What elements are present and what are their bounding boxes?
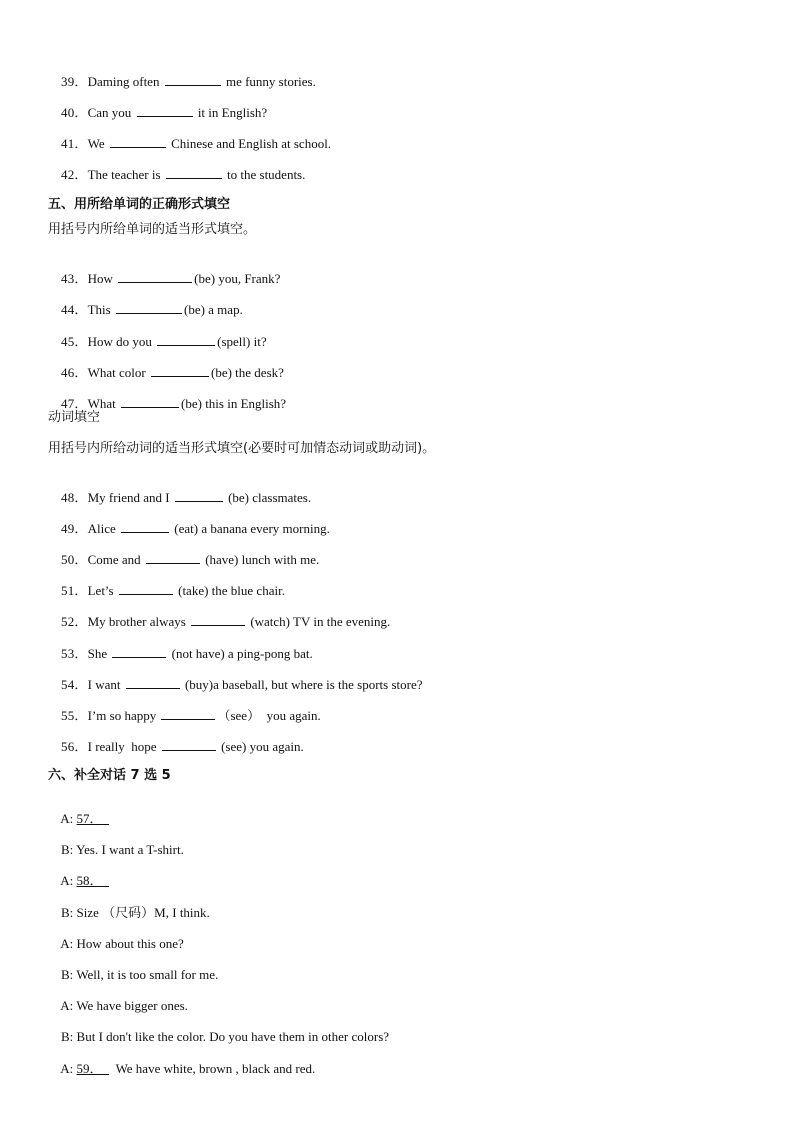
question-text-post: (buy)a baseball, but where is the sports store?: [184, 677, 423, 692]
question-number: 52．: [61, 614, 88, 629]
question-56: [48, 722, 304, 771]
answer-blank[interactable]: [165, 73, 221, 86]
question-text-post: （see） you again.: [217, 708, 321, 723]
question-text-pre: I really hope: [87, 739, 157, 754]
verb-fill-subheading: 动词填空: [48, 410, 101, 425]
speaker-label: A:: [60, 936, 74, 951]
answer-blank[interactable]: [137, 104, 193, 117]
answer-blank[interactable]: [110, 135, 166, 148]
answer-blank[interactable]: [191, 613, 245, 626]
answer-blank-58[interactable]: 58．: [76, 873, 103, 888]
dialog-text: We have bigger ones.: [76, 998, 188, 1013]
speaker-label: A:: [60, 1061, 74, 1076]
dialog-text: But I don't like the color. Do you have them in other colors?: [76, 1029, 390, 1044]
question-text-post: (be) classmates.: [228, 490, 312, 505]
speaker-label: B:: [61, 1029, 74, 1044]
question-text-post: me funny stories.: [225, 74, 316, 89]
answer-blank[interactable]: [126, 676, 180, 689]
question-text-pre: Let’s: [87, 583, 114, 598]
blank-underline-tail: [103, 1061, 110, 1076]
dialog-text: Yes. I want a T-shirt.: [76, 842, 184, 857]
answer-blank[interactable]: [162, 738, 216, 751]
question-number: 41．: [61, 136, 88, 151]
question-text-pre: Alice: [87, 521, 116, 536]
speaker-label: A:: [60, 873, 74, 888]
answer-blank[interactable]: [161, 707, 215, 720]
question-text-pre: What: [87, 396, 116, 411]
question-text-pre: The teacher is: [87, 167, 161, 182]
question-text-pre: My brother always: [87, 614, 186, 629]
question-text-post: (have) lunch with me.: [205, 552, 320, 567]
question-text-post: (take) the blue chair.: [178, 583, 285, 598]
section-5-instruction: 用括号内所给单词的适当形式填空。: [48, 222, 257, 237]
answer-blank[interactable]: [175, 489, 223, 502]
speaker-label: A:: [60, 811, 74, 826]
answer-blank-57[interactable]: 57．: [76, 811, 103, 826]
question-number: 39．: [61, 74, 88, 89]
question-text-pre: This: [87, 302, 111, 317]
answer-blank[interactable]: [118, 270, 192, 283]
question-text-pre: She: [87, 646, 108, 661]
question-text-post: Chinese and English at school.: [171, 136, 332, 151]
question-text-post: (not have) a ping-pong bat.: [171, 646, 313, 661]
blank-underline-tail: [103, 873, 110, 888]
question-text-post: (spell) it?: [217, 334, 267, 349]
question-number: 46．: [61, 365, 88, 380]
dialog-text: We have white, brown , black and red.: [115, 1061, 316, 1076]
answer-blank[interactable]: [157, 333, 215, 346]
question-text-post: (be) the desk?: [210, 365, 284, 380]
question-text-post: (see) you again.: [221, 739, 304, 754]
question-text-post: (be) you, Frank?: [194, 271, 281, 286]
answer-blank[interactable]: [116, 301, 182, 314]
question-text-post: to the students.: [227, 167, 306, 182]
answer-blank-59[interactable]: 59．: [76, 1061, 103, 1076]
question-number: 54．: [61, 677, 88, 692]
speaker-label: B:: [61, 842, 74, 857]
question-number: 47．: [61, 396, 88, 411]
question-text-post: (eat) a banana every morning.: [174, 521, 330, 536]
question-text-post: (watch) TV in the evening.: [250, 614, 391, 629]
answer-blank[interactable]: [166, 166, 222, 179]
answer-blank[interactable]: [146, 551, 200, 564]
answer-blank[interactable]: [151, 364, 209, 377]
blank-underline-tail: [103, 811, 110, 826]
question-42: [48, 150, 305, 199]
question-text-pre: I’m so happy: [87, 708, 157, 723]
question-number: 56．: [61, 739, 88, 754]
question-number: 53．: [61, 646, 88, 661]
question-text-pre: We: [87, 136, 105, 151]
question-number: 55．: [61, 708, 88, 723]
answer-blank[interactable]: [119, 582, 173, 595]
speaker-label: B:: [61, 967, 74, 982]
question-text-pre: How: [87, 271, 113, 286]
question-text-pre: Come and: [87, 552, 141, 567]
question-number: 42．: [61, 167, 88, 182]
question-number: 49．: [61, 521, 88, 536]
question-number: 48．: [61, 490, 88, 505]
question-number: 43．: [61, 271, 88, 286]
dialog-line-9: [48, 1045, 315, 1093]
dialog-text: Size （尺码）M, I think.: [76, 905, 210, 920]
answer-blank[interactable]: [112, 645, 166, 658]
question-number: 44．: [61, 302, 88, 317]
question-text-pre: Daming often: [87, 74, 160, 89]
answer-blank[interactable]: [121, 520, 169, 533]
dialog-text: Well, it is too small for me.: [76, 967, 219, 982]
question-text-pre: My friend and I: [87, 490, 170, 505]
speaker-label: A:: [60, 998, 74, 1013]
question-number: 40．: [61, 105, 88, 120]
dialog-text: How about this one?: [76, 936, 184, 951]
question-text-post: it in English?: [197, 105, 268, 120]
question-number: 51．: [61, 583, 88, 598]
question-number: 45．: [61, 334, 88, 349]
question-text-pre: What color: [87, 365, 146, 380]
question-text-pre: Can you: [87, 105, 132, 120]
verb-fill-instruction: 用括号内所给动词的适当形式填空(必要时可加情态动词或助动词)。: [48, 441, 436, 456]
question-text-pre: I want: [87, 677, 121, 692]
question-text-pre: How do you: [87, 334, 152, 349]
question-number: 50．: [61, 552, 88, 567]
section-5-heading: 五、用所给单词的正确形式填空: [48, 197, 231, 212]
question-text-post: (be) this in English?: [181, 396, 287, 411]
question-text-post: (be) a map.: [183, 302, 243, 317]
section-6-heading: 六、补全对话 7 选 5: [48, 768, 171, 783]
answer-blank[interactable]: [121, 395, 179, 408]
speaker-label: B:: [61, 905, 74, 920]
